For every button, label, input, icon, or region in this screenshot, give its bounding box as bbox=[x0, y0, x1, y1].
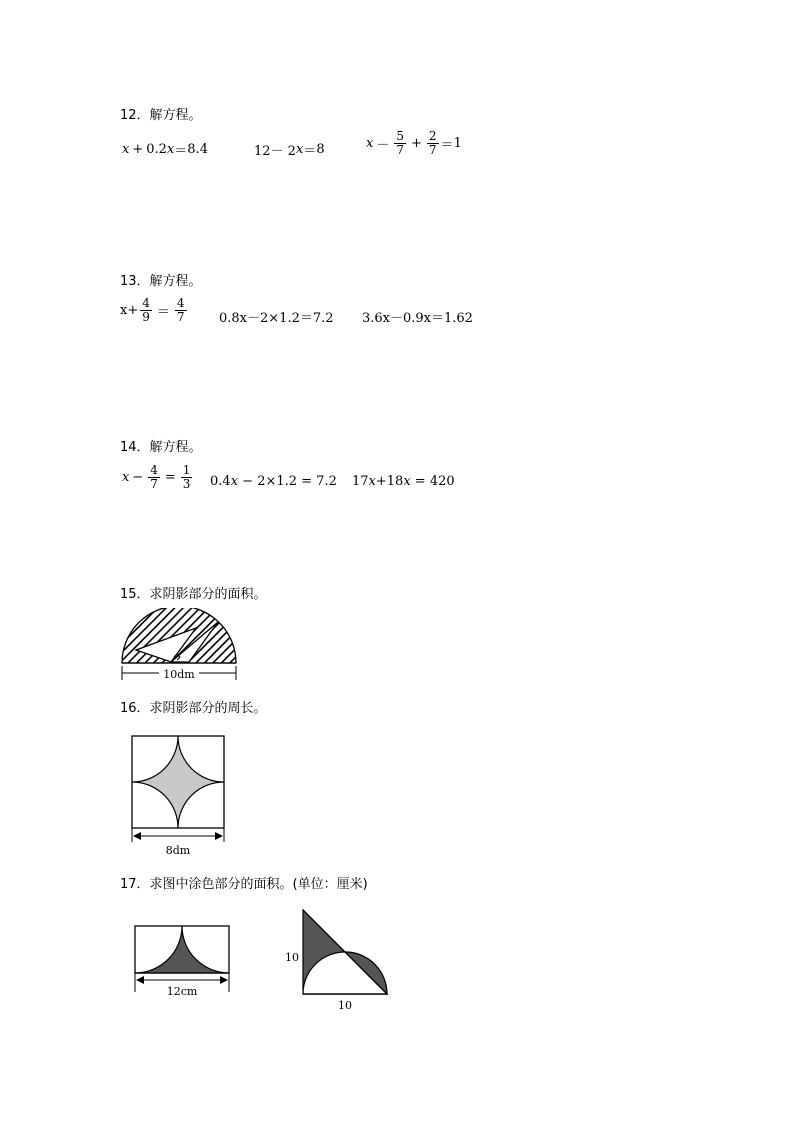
q17-title: 17．求图中涂色部分的面积。(单位：厘米) bbox=[120, 877, 368, 892]
side-label: 10 bbox=[285, 951, 299, 964]
numerator: 4 bbox=[176, 296, 185, 310]
var: x bbox=[166, 142, 175, 157]
op: +18 bbox=[375, 474, 404, 489]
numerator: 2 bbox=[428, 129, 437, 143]
var: x bbox=[403, 474, 411, 489]
lhs: x+ bbox=[120, 303, 139, 318]
rhs: 8 bbox=[316, 142, 325, 157]
q12-equation-3 bbox=[366, 130, 462, 157]
op: = bbox=[164, 470, 176, 485]
coef: 0.4 bbox=[210, 474, 231, 489]
var: x bbox=[295, 142, 304, 157]
op: − bbox=[132, 470, 144, 485]
rest: − 2×1.2 = 7.2 bbox=[238, 474, 337, 489]
fraction bbox=[181, 464, 193, 491]
denominator: 7 bbox=[176, 310, 185, 324]
denominator: 7 bbox=[396, 143, 404, 157]
denominator: 7 bbox=[428, 143, 437, 157]
denominator: 3 bbox=[182, 477, 191, 491]
coef: 17 bbox=[352, 474, 369, 489]
op: + bbox=[411, 136, 422, 151]
q12-equation-2 bbox=[254, 140, 325, 159]
q17-triangle-figure bbox=[280, 905, 395, 1015]
q15-title: 15．求阴影部分的面积。 bbox=[120, 587, 267, 602]
q14-equation-3 bbox=[352, 474, 455, 489]
numerator: 5 bbox=[396, 129, 404, 143]
q13-equation-2: 0.8x－2×1.2＝7.2 bbox=[219, 311, 334, 326]
var: x bbox=[366, 136, 374, 151]
op: + bbox=[132, 142, 144, 157]
q16-title: 16．求阴影部分的周长。 bbox=[120, 701, 267, 716]
op: ＝ bbox=[440, 138, 454, 153]
var: x bbox=[122, 470, 130, 485]
op: ＝ bbox=[174, 144, 188, 159]
dim-label: 10dm bbox=[163, 668, 195, 681]
q13-title: 13．解方程。 bbox=[120, 274, 202, 289]
fraction bbox=[140, 297, 152, 324]
denominator: 7 bbox=[150, 477, 158, 491]
fraction bbox=[394, 130, 406, 157]
dim-label: 8dm bbox=[165, 844, 191, 857]
q17-rectangle-figure bbox=[128, 920, 238, 1000]
numerator: 1 bbox=[182, 463, 191, 477]
lhs: 12－ 2 bbox=[254, 144, 296, 159]
op: ＝ bbox=[156, 305, 170, 320]
fraction bbox=[148, 464, 160, 491]
numerator: 4 bbox=[150, 463, 158, 477]
op: － bbox=[376, 138, 390, 153]
dim-label: 12cm bbox=[166, 985, 198, 998]
q15-semicircle-figure bbox=[114, 608, 244, 683]
var: x bbox=[122, 142, 130, 157]
var: x bbox=[368, 474, 376, 489]
base-label: 10 bbox=[338, 999, 352, 1012]
op: ＝ bbox=[303, 144, 317, 159]
q12-equation-1 bbox=[122, 140, 208, 159]
rhs: 1 bbox=[453, 136, 462, 151]
q14-title: 14．解方程。 bbox=[120, 440, 202, 455]
rest: = 420 bbox=[410, 474, 455, 489]
coef: 0.2 bbox=[146, 142, 167, 157]
var: x bbox=[230, 474, 239, 489]
q16-square-figure bbox=[124, 730, 234, 860]
fraction bbox=[427, 130, 439, 157]
q14-equation-2 bbox=[210, 474, 337, 489]
q13-equation-1 bbox=[120, 297, 189, 324]
q14-equation-1 bbox=[122, 464, 194, 491]
rhs: 8.4 bbox=[187, 142, 208, 157]
q12-title: 12．解方程。 bbox=[120, 108, 202, 123]
fraction bbox=[175, 297, 187, 324]
numerator: 4 bbox=[142, 296, 150, 310]
denominator: 9 bbox=[142, 310, 150, 324]
q13-equation-3: 3.6x－0.9x＝1.62 bbox=[362, 311, 473, 326]
